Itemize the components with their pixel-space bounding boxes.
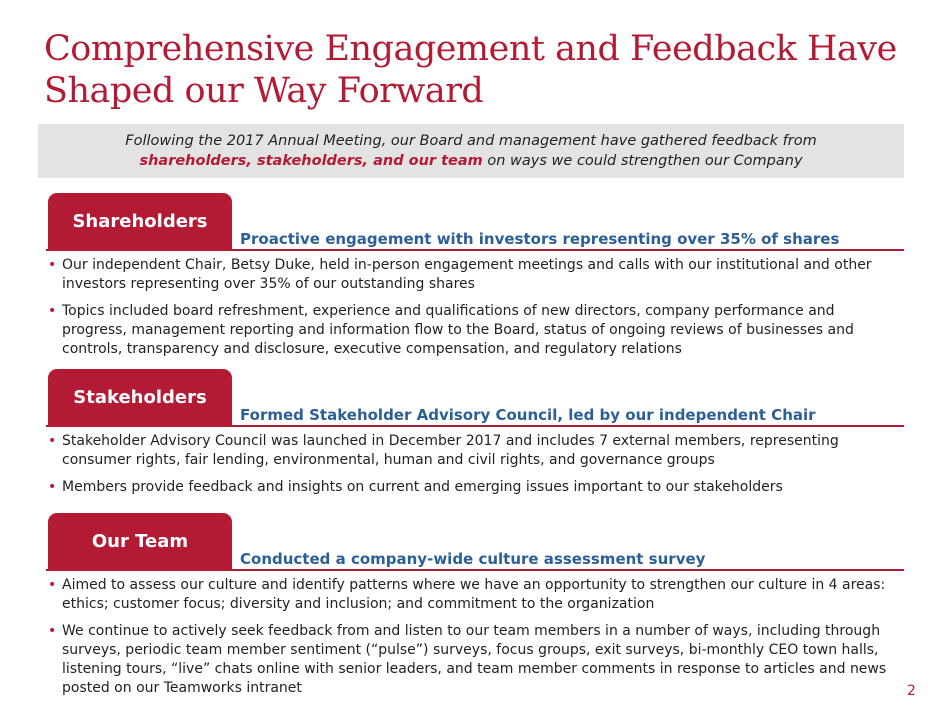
section-tab: Stakeholders: [48, 369, 232, 425]
section-heading: Formed Stakeholder Advisory Council, led by our independent Chair: [240, 406, 816, 424]
section-divider: [46, 425, 904, 427]
section-heading: Proactive engagement with investors representing over 35% of shares: [240, 230, 840, 248]
banner-highlight: shareholders, stakeholders, and our team: [139, 153, 483, 169]
bullet-item: • Aimed to assess our culture and identify patterns where we have an opportunity to strengthen our culture in 4 areas: ethics; customer focus; diversity and inclusion; and commitment to the organization: [46, 576, 902, 614]
banner-line-2: [139, 151, 802, 171]
bullet-item: • Members provide feedback and insights on current and emerging issues important to our stakeholders: [46, 478, 902, 497]
bullet-item: • Our independent Chair, Betsy Duke, held in-person engagement meetings and calls with our institutional and other investors representing over 35% of our outstanding shares: [46, 256, 902, 294]
banner-line-1: Following the 2017 Annual Meeting, our Board and management have gathered feedback from: [125, 133, 817, 149]
page-number: 2: [907, 683, 916, 699]
bullet-list: [46, 256, 902, 367]
bullet-list: [46, 576, 902, 706]
bullet-list: [46, 432, 902, 505]
section-tab: Our Team: [48, 513, 232, 569]
banner-line-2-rest: on ways we could strengthen our Company: [482, 153, 803, 169]
section-divider: [46, 249, 904, 251]
section-divider: [46, 569, 904, 571]
section-heading: Conducted a company-wide culture assessment survey: [240, 550, 706, 568]
section-tab: Shareholders: [48, 193, 232, 249]
intro-banner: [38, 124, 904, 178]
bullet-item: • Topics included board refreshment, experience and qualifications of new directors, company performance and progress, management reporting and information flow to the Board, status of ongoing reviews of businesses and controls, transparency and disclosure, executive compensation, and regulatory relations: [46, 302, 902, 359]
page-title: Comprehensive Engagement and Feedback Have Shaped our Way Forward: [44, 29, 897, 111]
bullet-item: • Stakeholder Advisory Council was launched in December 2017 and includes 7 external members, representing consumer rights, fair lending, environmental, human and civil rights, and governance groups: [46, 432, 902, 470]
bullet-item: • We continue to actively seek feedback from and listen to our team members in a number of ways, including through surveys, periodic team member sentiment (“pulse”) surveys, focus groups, exit surveys, bi-monthly CEO town halls, listening tours, “live” chats online with senior leaders, and team member comments in response to articles and news posted on our Teamworks intranet: [46, 622, 902, 698]
